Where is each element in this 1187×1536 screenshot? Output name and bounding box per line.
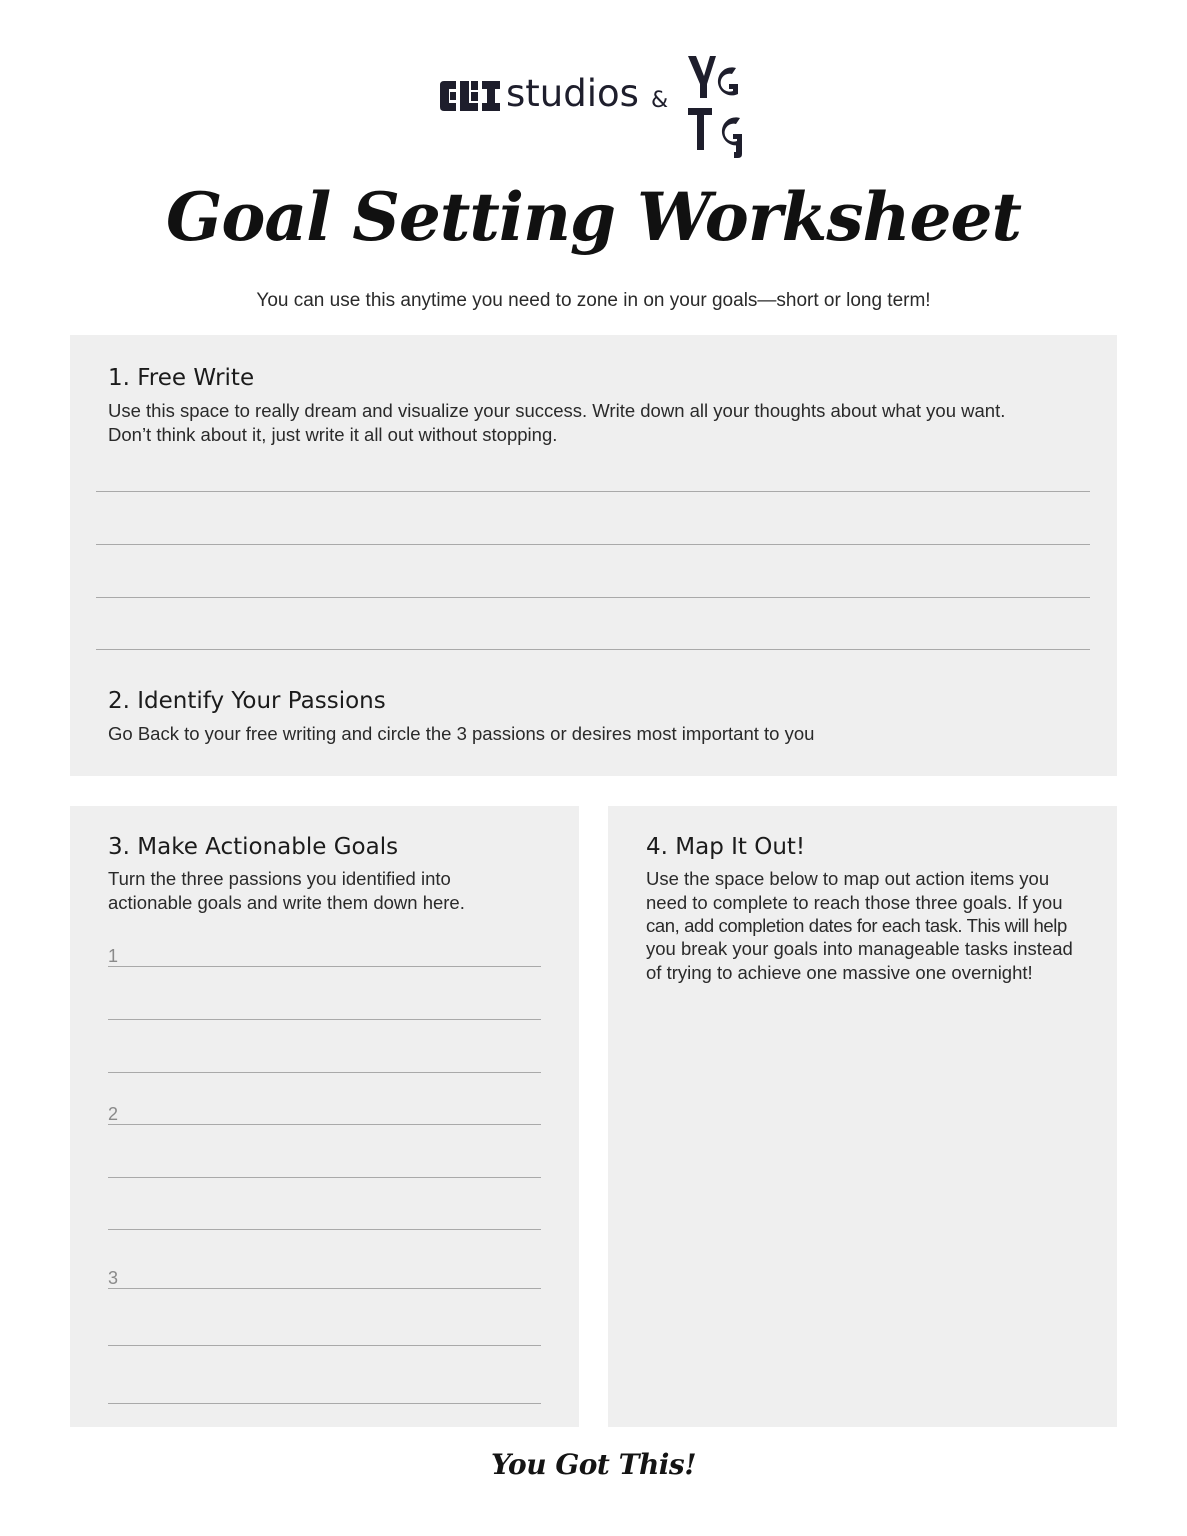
section3-body-line1: Turn the three passions you identified into xyxy=(108,868,451,889)
free-write-line-3[interactable] xyxy=(96,597,1090,598)
ampersand: & xyxy=(651,88,669,113)
section4-body-line4: you break your goals into manageable tasks instead xyxy=(646,938,1073,959)
cli-logo-icon xyxy=(438,79,502,113)
section4-body-line5: of trying to achieve one massive one overnight! xyxy=(646,962,1033,983)
goal-3-line-1[interactable] xyxy=(108,1288,541,1289)
goal-2-line-3[interactable] xyxy=(108,1229,541,1230)
logo-row xyxy=(0,52,1187,162)
section2-body: Go Back to your free writing and circle the 3 passions or desires most important to you xyxy=(108,723,815,744)
free-write-line-2[interactable] xyxy=(96,544,1090,545)
section4-body-line3: can, add completion dates for each task. This will help xyxy=(646,915,1067,936)
section3-heading: 3. Make Actionable Goals xyxy=(108,834,399,860)
goal-2-line-2[interactable] xyxy=(108,1177,541,1178)
goal-1-line-3[interactable] xyxy=(108,1072,541,1073)
section1-heading: 1. Free Write xyxy=(108,365,255,391)
goal-number-3: 3 xyxy=(108,1268,119,1288)
section4-heading: 4. Map It Out! xyxy=(646,834,806,860)
section2-heading: 2. Identify Your Passions xyxy=(108,688,386,714)
section1-body-line1: Use this space to really dream and visualize your success. Write down all your thoughts about what you want. xyxy=(108,400,1006,421)
goal-2-line-1[interactable] xyxy=(108,1124,541,1125)
free-write-line-4[interactable] xyxy=(96,649,1090,650)
goal-3-line-3[interactable] xyxy=(108,1403,541,1404)
section3-body-line2: actionable goals and write them down here. xyxy=(108,892,465,913)
section4-body-line1: Use the space below to map out action items you xyxy=(646,868,1050,889)
ygtg-logo-icon xyxy=(686,54,748,158)
goal-1-line-2[interactable] xyxy=(108,1019,541,1020)
goal-number-2: 2 xyxy=(108,1104,119,1124)
free-write-line-1[interactable] xyxy=(96,491,1090,492)
actionable-goals-panel xyxy=(70,806,579,1427)
section4-body-line2: need to complete to reach those three goals. If you xyxy=(646,892,1063,913)
free-write-panel xyxy=(70,335,1117,776)
goal-number-1: 1 xyxy=(108,946,119,966)
page-subtitle: You can use this anytime you need to zone in on your goals—short or long term! xyxy=(256,290,931,311)
map-it-out-panel[interactable] xyxy=(608,806,1117,1427)
goal-1-line-1[interactable] xyxy=(108,966,541,967)
section1-body-line2: Don’t think about it, just write it all out without stopping. xyxy=(108,424,558,445)
studios-wordmark: studios xyxy=(506,72,639,115)
page-title: Goal Setting Worksheet xyxy=(166,178,1021,256)
goal-3-line-2[interactable] xyxy=(108,1345,541,1346)
footer-tagline: You Got This! xyxy=(491,1448,696,1481)
